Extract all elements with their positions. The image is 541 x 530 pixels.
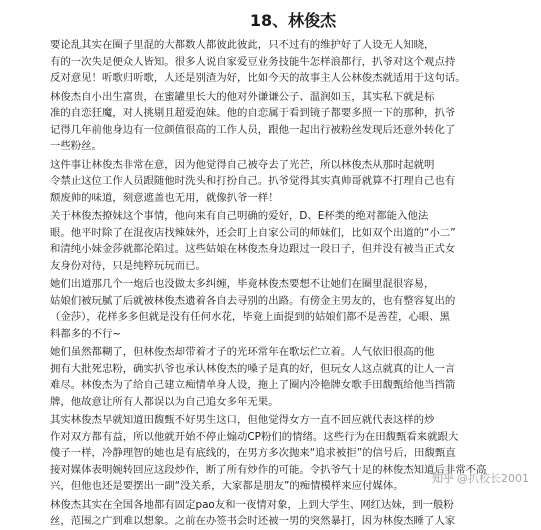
text-line: 关于林俊杰撩妹这个事情，他向来有自己明确的爱好，D、E杯类的绝对都能入他法 xyxy=(50,210,429,222)
text-line: 拥有大批死忠粉，确实扒爷也承认林俊杰的嗓子是真的好，但玩女人这点就真的让人一言 xyxy=(50,362,456,375)
text-line: （金莎），花样多多但就是没有任何水花，毕竟上面提到的姑娘们都不是善茬，心眼、黑 xyxy=(50,311,451,323)
text-line: 兴，但他也还是要摆出一副“没关系，大家都是朋友”的痴情模样来应付媒体。 xyxy=(50,480,404,492)
text-line: 和清纯小妹金莎就都沦陷过。这些姑娘在林俊杰身边跟过一段日子，但并没有被当正式女 xyxy=(50,243,456,255)
paragraph xyxy=(50,344,520,410)
paragraph xyxy=(50,157,520,207)
text-line: 傻子一样，冷静理智的她也是有底线的，在男方多次抛来“追求被拒”的信号后，田馥甄直 xyxy=(50,447,456,459)
text-line: 林俊杰自小出生富贵，在蜜罐里长大的他对外谦谦公子、温润如玉，其实私下就是标 xyxy=(50,90,435,103)
text-line: 接对媒体表明婉转回应这段炒作，断了所有炒作的可能。令扒爷气十足的林俊杰知道后非常不高 xyxy=(50,463,487,476)
zhihu-logo: 知乎 xyxy=(432,472,454,485)
watermark xyxy=(432,470,529,486)
paragraph xyxy=(50,497,520,530)
text-line: 难尽。林俊杰为了给自己建立痴情单身人设，拖上了圈内冷艳牌女歌手田馥甄给他当挡箭 xyxy=(50,379,456,391)
text-line: 她们虽然都糊了，但林俊杰却带着才子的光环常年在歌坛伫立着。人气依旧很高的他 xyxy=(50,346,435,358)
paragraph xyxy=(50,208,520,274)
text-line: 牌，他故意让所有人都误以为自己追女多年无果。 xyxy=(50,395,279,408)
text-line: 其实林俊杰早就知道田馥甄不好男生这口，但他觉得女方一直不回应就代表这样的炒 xyxy=(50,414,435,426)
text-line: 有的一次失足便众人皆知。很多人说自家爱豆业务技能牛怎样浪都行，扒爷对这个观点持 xyxy=(50,55,456,68)
article-body xyxy=(50,37,520,530)
text-line: 这件事让林俊杰非常在意，因为他觉得自己被夺去了光芒，所以林俊杰从那时起就明 xyxy=(50,158,435,171)
paragraph xyxy=(50,276,520,342)
text-line: 眼。他平时除了在混夜店找辣妹外，还会盯上自家公司的师妹们，比如双个出道的“小二” xyxy=(50,226,456,239)
text-line: 令禁止这位工作人员跟随他时洗头和打扮自己。扒爷觉得其实真帅哥就算不打理自己也有 xyxy=(50,175,456,187)
paragraph xyxy=(50,89,520,155)
text-line: 要论乱其实在圈子里混的大都数人都彼此彼此，只不过有的维护好了人设无人知晓， xyxy=(50,39,435,51)
text-line: 记得几年前他身边有一位颜值很高的工作人员，跟他一起出行被粉丝发现后还意外转化了 xyxy=(50,123,456,136)
text-line: 她们出道那几个一炮后也没做太多纠缠，毕竟林俊杰要想不让她们在圈里混很容易， xyxy=(50,278,435,290)
text-line: 一些粉丝。 xyxy=(50,140,102,152)
text-line: 颓废帅的味道，刻意遮盖也无用，就像扒爷一样！ xyxy=(50,191,279,204)
text-line: 林俊杰其实在全国各地都有固定pao友和一夜情对象，上到大学生、网红达妹，到一般粉 xyxy=(50,498,454,511)
text-line: 丝，范围之广到难以想象。之前在办签书会时还被一男的突然暴打，因为林俊杰睡了人家 xyxy=(50,515,456,527)
paragraph xyxy=(50,37,520,87)
watermark-author: @扒校长2001 xyxy=(457,472,529,485)
text-line: 准的自恋狂魔，对人挑剔且超爱泡妹。他的自恋属于看到镜子都要多照一下的那种，扒爷 xyxy=(50,107,456,119)
text-line: 料都多的不行~ xyxy=(50,327,122,340)
text-line: 友身份对待，只是纯粹玩玩而已。 xyxy=(50,259,206,272)
text-line: 姑娘们被玩腻了后就被林俊杰遗着各自去寻别的出路。有傍金主男友的，也有整容复出的 xyxy=(50,294,456,307)
text-line: 反对意见！听歌归听歌，人还是别渣为好，比如今天的故事主人公林俊杰就适用于这句话。 xyxy=(50,72,466,84)
text-line: 作对双方都有益，所以他就开始不停止煽动CP粉们的情绪。这些行为在田馥甄看来就跟大 xyxy=(50,430,459,443)
page-title: 18、林俊杰 xyxy=(249,11,337,30)
